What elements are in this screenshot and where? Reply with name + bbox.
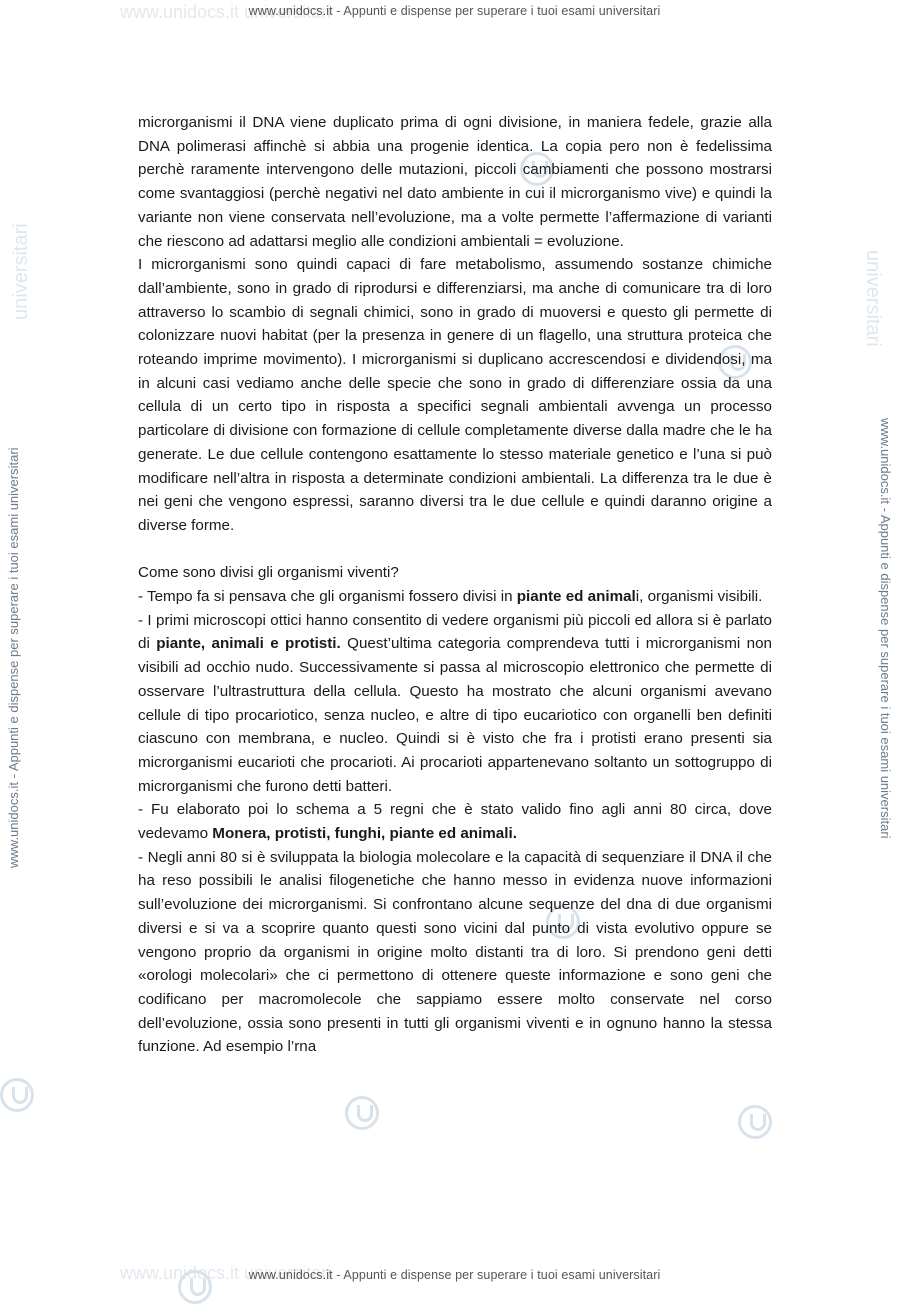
bullet-molecular-biology: - Negli anni 80 si è sviluppata la biologia molecolare e la capacità di sequenziare il DNA il che ha reso possibili le analisi filogenetiche che hanno messo in evidenza nuove informazioni sull’evoluzione dei microrganismi. Si confrontano alcune sequenze del dna di due organismi diversi e si va a scoprire quanto questi sono vicini dal punto di vista evolutivo oppure se vengono proprio da organismi in origine molto distanti tra di loro. Si prendono geni detti «orologi molecolari» che ci permettono di ottenere queste informazione e sono geni che codificano per macromolecole che sappiamo essere molto conservate nel corso dell’evoluzione, ossia sono presenti in tutti gli organismi viventi e in ognuno hanno la stessa funzione. Ad esempio l’rna bbox=[138, 848, 772, 1056]
watermark-ghost-left: universitari bbox=[10, 223, 32, 320]
bullet-text: Quest’ultima categoria comprendeva tutti i microrganismi non visibili ad occhio nudo. Successivamente si passa al microscopio elettronico che permette di osservare l’ultrastruttura della cellula. Questo ha mostrato che alcuni organismi avevano cellule di tipo procariotico, senza nucleo, e altre di tipo eucariotico con organelli ben definiti ciascuno con membrana, e nucleo. Quindi si è visto che fra i protisti erano presenti sia microrganismi eucarioti che procarioti. Ai procarioti appartenevano soltanto un sottogruppo di microrganismi che furono detti batteri. bbox=[138, 635, 772, 795]
bullet-text: - I primi microscopi ottici hanno consentito di vedere organismi più piccoli ed allora si è parlato di bbox=[138, 611, 772, 653]
bullet-text: i, organismi visibili. bbox=[635, 588, 763, 606]
bullet-bold-text: piante, animali e protisti. bbox=[156, 635, 341, 653]
watermark-logo-icon bbox=[0, 1078, 34, 1112]
bullet-bold-text: Monera, protisti, funghi, piante ed animali. bbox=[212, 825, 517, 843]
bullet-bold-text: piante ed animal bbox=[516, 588, 636, 606]
side-watermark-right: www.unidocs.it - Appunti e dispense per superare i tuoi esami universitari bbox=[878, 418, 893, 839]
paragraph-gap bbox=[138, 538, 772, 562]
watermark-ghost-top: www.unidocs.it universitari bbox=[120, 2, 332, 22]
bullet-protists bbox=[138, 609, 772, 799]
bullet-text: - Fu elaborato poi lo schema a 5 regni che è stato valido fino agli anni 80 circa, dove vedevamo bbox=[138, 801, 772, 843]
watermark-ghost-right: universitari bbox=[862, 250, 884, 347]
side-watermark-left: www.unidocs.it - Appunti e dispense per superare i tuoi esami universitari bbox=[6, 447, 21, 868]
question-heading: Come sono divisi gli organismi viventi? bbox=[138, 564, 399, 582]
watermark-ghost-bottom: www.unidocs.it universitari bbox=[120, 1263, 332, 1283]
bullet-five-kingdoms bbox=[138, 798, 772, 845]
bullet-plants-animals bbox=[138, 585, 772, 609]
watermark-logo-icon bbox=[345, 1096, 379, 1130]
bullet-text: - Tempo fa si pensava che gli organismi fossero divisi in bbox=[138, 588, 517, 606]
page-footer-watermark: www.unidocs.it - Appunti e dispense per superare i tuoi esami universitari bbox=[248, 1268, 661, 1282]
watermark-logo-icon bbox=[738, 1105, 772, 1139]
page-header-watermark: www.unidocs.it - Appunti e dispense per superare i tuoi esami universitari bbox=[248, 4, 661, 18]
paragraph-dna-duplication: microrganismi il DNA viene duplicato prima di ogni divisione, in maniera fedele, grazie alla DNA polimerasi affinchè si abbia una progenie identica. La copia pero non è fedelissima perchè raramente intervengono delle mutazioni, piccoli cambiamenti che possono mostrarsi come svantaggiosi (perchè negativi nel dato ambiente in cui il microrganismo vive) e quindi la variante non viene conservata nell’evoluzione, ma a volte permette l’affermazione di varianti che riescono ad adattarsi meglio alle condizioni ambientali = evoluzione. bbox=[138, 114, 772, 250]
paragraph-microorganism-capabilities: I microrganismi sono quindi capaci di fare metabolismo, assumendo sostanze chimiche dall’ambiente, sono in grado di riprodursi e differenziarsi, ma anche di comunicare tra di loro attraverso lo scambio di segnali chimici, sono in grado di muoversi e questo gli permette di colonizzare nuovi habitat (per la presenza in genere di un flagello, una struttura proteica che roteando imprime movimento). I microrganismi si duplicano accrescendosi e dividendosi, ma in alcuni casi vediamo anche delle specie che sono in grado di differenziare ossia da una cellula di un certo tipo in risposta a specifici segnali ambientali avvenga un processo particolare di divisione con formazione di cellule completamente diverse dalla madre che le ha generate. Le due cellule contengono esattamente lo stesso materiale genetico e l’una si può modificare nell’altra in risposta a determinate condizioni ambientali. La differenza tra le due è nei geni che vengono espressi, saranno diversi tra le due cellule e quindi daranno origine a diverse forme. bbox=[138, 256, 772, 534]
document-body bbox=[138, 111, 772, 1059]
